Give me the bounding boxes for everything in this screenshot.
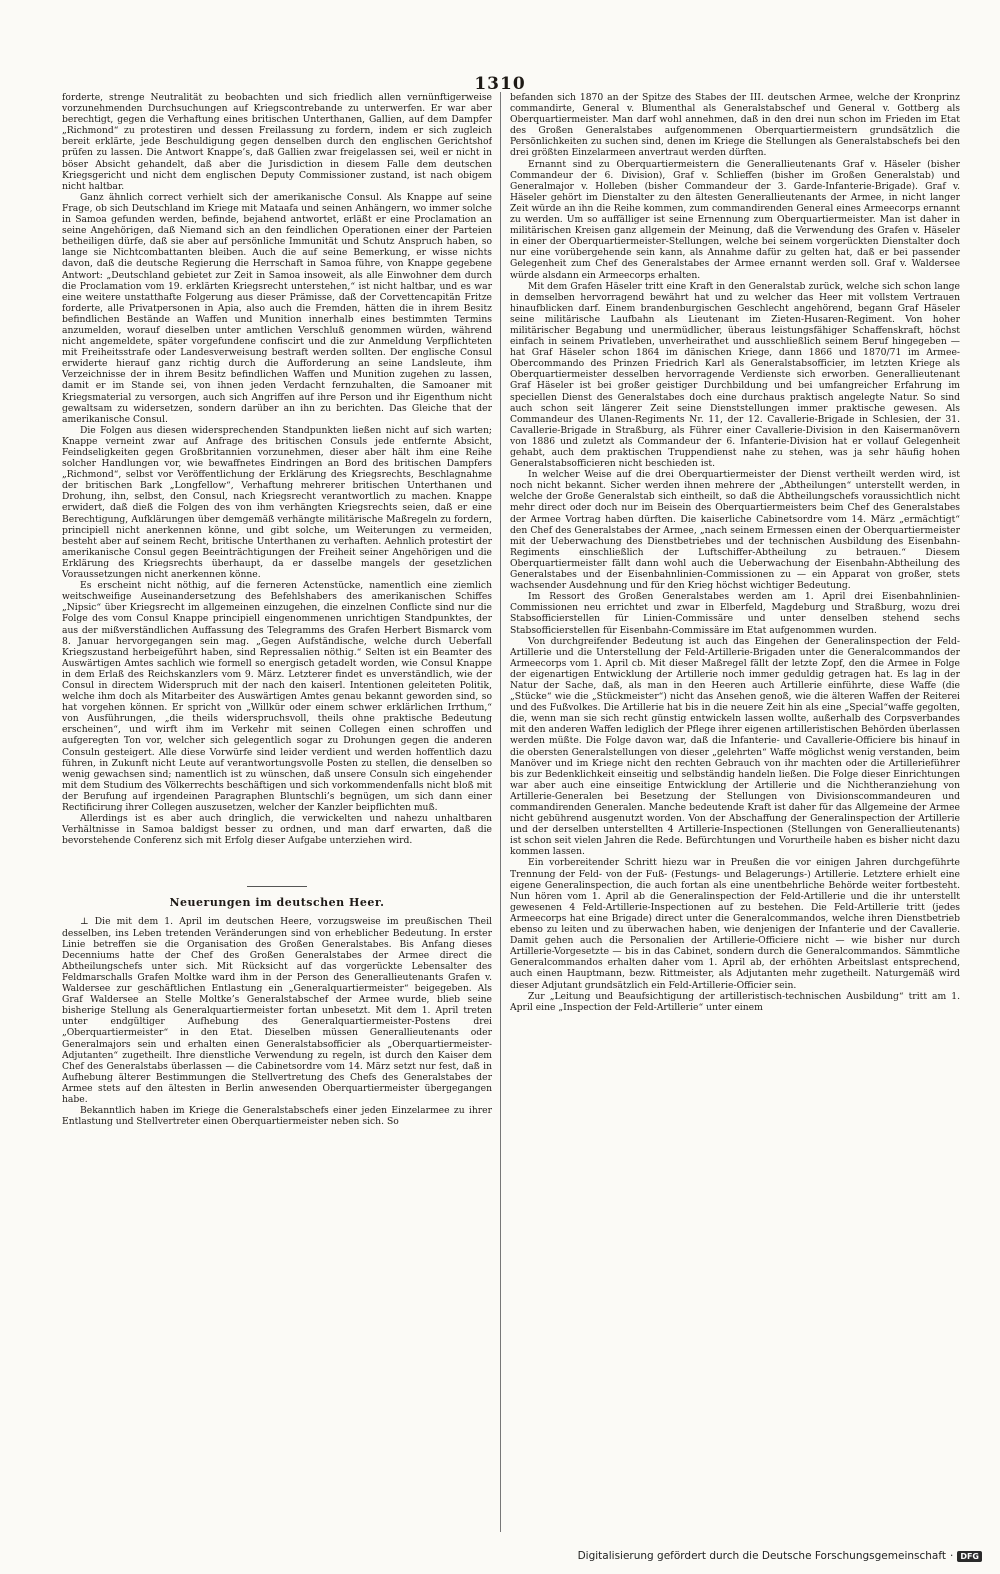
paragraph: Ein vorbereitender Schritt hiezu war in Preußen die vor einigen Jahren durchgeführte Trennung der Feld- von der Fuß- (Festungs- und Belagerungs-) Artillerie. Letztere erhielt eine eigene Generalinspection, die auch fortan als eine unentbehrliche Behörde weiter fortbesteht. Nun hören vom 1. April ab die Generalinspection der Feld-Artillerie und die ihr unterstellt gewesenen 4 Feld-Artillerie-Inspectionen auf zu bestehen. Die Feld-Artillerie tritt (jedes Armeecorps hat eine Brigade) direct unter die Generalcommandos, welche ihren Dienstbetrieb ebenso zu leiten und zu überwachen haben, wie denjenigen der Infanterie und der Cavallerie. Damit gehen auch die Personalien der Artillerie-Officiere nicht — wie bisher nur durch Artillerie-Vorgesetzte — bis in das Cabinet, sondern durch die Generalcommandos. Sämmtliche Generalcommandos erhalten daher vom 1. April ab, der erhöhten Arbeitslast entsprechend, auch einen Hauptmann, bezw. Rittmeister, als Adjutanten mehr zugetheilt. Naturgemäß wird dieser Adjutant grundsätzlich ein Feld-Artillerie-Officier sein.: [510, 857, 960, 991]
paragraph: Allerdings ist es aber auch dringlich, die verwickelten und nahezu unhaltbaren Verhältnisse in Samoa baldigst besser zu ordnen, und man darf erwarten, daß die bevorstehende Conferenz sich mit Erfolg dieser Aufgabe unterziehen wird.: [62, 813, 492, 847]
paragraph: Von durchgreifender Bedeutung ist auch das Eingehen der Generalinspection der Feld-Artillerie und die Unterstellung der Feld-Artillerie-Brigaden unter die Generalcommandos der Armeecorps vom 1. April cb. Mit dieser Maßregel fällt der letzte Zopf, den die Armee in Folge der eigenartigen Entwicklung der Artillerie noch immer geduldig getragen hat. Es lag in der Natur der Sache, daß, als man in den Heeren auch Artillerie einführte, diese Waffe (die „Stücke“ wie die „Stückmeister“) nicht das Ansehen genoß, wie die älteren Waffen der Reiterei und des Fußvolkes. Die Artillerie hat bis in die neuere Zeit hin als eine „Special“waffe gegolten, die, wenn man sie sich recht günstig entwickeln lassen wollte, außerhalb des Corpsverbandes mit den anderen Waffen lediglich der Pflege ihrer eigenen artilleristischen Behörden überlassen werden müßte. Die Folge davon war, daß die Infanterie- und Cavallerie-Officiere bis hinauf in die obersten Generalstellungen von dieser „gelehrten“ Waffe möglichst wenig verstanden, beim Manöver und im Kriege nicht den rechten Gebrauch von ihr machten oder die Artillerieführer bis zur Bedenklichkeit einseitig und selbständig handeln ließen. Die Folge dieser Einrichtungen war aber auch eine einseitige Entwicklung der Artillerie und die Nichtheranziehung von Artillerie-Generalen bei Besetzung der Stellungen von Divisionscommandeuren und commandirenden Generalen. Manche bedeutende Kraft ist daher für das Allgemeine der Armee nicht gebührend ausgenutzt worden. Von der Abschaffung der Generalinspection der Artillerie und der derselben unterstellten 4 Artillerie-Inspectionen (Stellungen von Generallieutenants) ist schon seit vielen Jahren die Rede. Befürchtungen und Vorurtheile haben es bisher nicht dazu kommen lassen.: [510, 635, 960, 858]
section-heading: Neuerungen im deutschen Heer.: [169, 896, 385, 910]
paragraph: Ganz ähnlich correct verhielt sich der amerikanische Consul. Als Knappe auf seine Frage, ob sich Deutschland im Kriege mit Mataafa und seinen Anhängern, wo immer solche in Samoa gefunden werden, befinde, bejahend antwortet, erläßt er eine Proclamation an seine Angehörigen, daß Niemand sich an den feindlichen Operationen einer der Parteien betheiligen dürfe, daß sie aber auf persönliche Immunität und Schutz Anspruch haben, so lange sie Nichtcombattanten bleiben. Auch die auf seine Bemerkung, er wisse nichts davon, daß die deutsche Regierung die Herrschaft in Samoa führe, von Knappe gegebene Antwort: „Deutschland gebietet zur Zeit in Samoa insoweit, als alle Einwohner dem durch die Proclamation vom 19. erklärten Kriegsrecht unterstehen,“ ist nicht haltbar, und es war eine weitere unstatthafte Folgerung aus dieser Prämisse, daß der Corvettencapitän Fritze forderte, alle Privatpersonen in Apia, also auch die Fremden, hätten die in ihrem Besitz befindlichen Bestände an Waffen und Munition innerhalb eines bestimmten Termins anzumelden, worauf dieselben unter amtlichen Verschluß genommen würden, während nicht angemeldete, später vorgefundene confiscirt und die zur Anmeldung Verpflichteten mit Freiheitsstrafe oder Landesverweisung bestraft werden sollten. Der englische Consul erwiderte hierauf ganz richtig durch die Aufforderung an seine Landsleute, ihm Verzeichnisse der in ihrem Besitz befindlichen Waffen und Munition zugehen zu lassen, damit er im Stande sei, von ihnen jeden Verdacht fernzuhalten, die Samoaner mit Kriegsmaterial zu versorgen, auch sich Angriffen auf ihre Person und ihr Eigenthum nicht gewaltsam zu widersetzen, sondern darüber an ihn zu berichten. Das Gleiche that der amerikanische Consul.: [62, 191, 492, 425]
credit-text: Digitalisierung gefördert durch die Deutsche Forschungsgemeinschaft: [577, 1550, 946, 1562]
paragraph: Die Folgen aus diesen widersprechenden Standpunkten ließen nicht auf sich warten; Knappe verneint zwar auf Anfrage des britischen Consuls jede entfernte Absicht, Feindseligkeiten gegen Großbritannien vorzunehmen, dieser aber hält ihm eine Reihe solcher Handlungen vor, wie bewaffnetes Eindringen an Bord des britischen Dampfers „Richmond“, selbst vor Veröffentlichung der Erklärung des Kriegsrechts, Beschlagnahme der britischen Bark „Longfellow“, Verhaftung mehrerer britischen Unterthanen und Drohung, ihn, selbst, den Consul, nach Kriegsrecht verantwortlich zu machen. Knappe erwidert, daß dieß die Folgen des von ihm verhängten Kriegsrechts seien, daß er eine Berechtigung, Aufklärungen über demgemäß verhängte militärische Maßregeln zu fordern, principiell nicht anerkennen könne, und gibt solche, um Weiterungen zu vermeiden, besteht aber auf seinem Recht, britische Unterthanen zu verhaften. Aehnlich protestirt der amerikanische Consul gegen Beeinträchtigungen der Freiheit seiner Angehörigen und die Erklärung des Kriegsrechts überhaupt, da er dasselbe mangels der gesetzlichen Voraussetzungen nicht anerkennen könne.: [62, 424, 492, 581]
digitization-credit: Digitalisierung gefördert durch die Deutsche Forschungsgemeinschaft · DFG: [578, 1550, 982, 1562]
right-column: [510, 92, 960, 1532]
paragraph: Ernannt sind zu Oberquartiermeistern die Generallieutenants Graf v. Häseler (bisher Commandeur der 6. Division), Graf v. Schlieffen (bisher im Großen Generalstab) und Generalmajor v. Holleben (bisher Commandeur der 3. Garde-Infanterie-Brigade). Graf v. Häseler gehört im Dienstalter zu den ältesten Generallieutenants der Armee, in nicht langer Zeit würde an ihn die Reihe kommen, zum commandirenden General eines Armeecorps ernannt zu werden. Um so auffälliger ist seine Ernennung zum Oberquartiermeister. Man ist daher in militärischen Kreisen ganz allgemein der Meinung, daß die Verwendung des Grafen v. Häseler in einer der Oberquartiermeister-Stellungen, welche bei seinem vorgerückten Dienstalter doch nur eine vorübergehende sein kann, als Annahme dafür zu gelten hat, daß er bei passender Gelegenheit zum Chef des Generalstabes der Armee ernannt werden soll. Graf v. Waldersee würde alsdann ein Armeecorps erhalten.: [510, 158, 960, 281]
paragraph: Zur „Leitung und Beaufsichtigung der artilleristisch-technischen Ausbildung“ tritt am 1. April eine „Inspection der Feld-Artillerie“ unter einem: [510, 990, 960, 1013]
dfg-logo-icon: DFG: [957, 1551, 982, 1562]
page-number: 1310: [474, 74, 526, 94]
column-rule: [500, 92, 501, 1532]
paragraph: Mit dem Grafen Häseler tritt eine Kraft in den Generalstab zurück, welche sich schon lange in demselben hervorragend bewährt hat und zu welcher das Heer mit vollstem Vertrauen hinaufblicken darf. Einem brandenburgischen Geschlecht angehörend, begann Graf Häseler seine militärische Laufbahn als Lieutenant im Zieten-Husaren-Regiment. Von hoher militärischer Begabung und unermüdlicher, überaus leistungsfähiger Schaffenskraft, höchst einfach in seinem Privatleben, unverheirathet und ausschließlich seinem Beruf hingegeben — hat Graf Häseler schon 1864 im dänischen Kriege, dann 1866 und 1870/71 im Armee-Obercommando des Prinzen Friedrich Karl als Generalstabsofficier, im letzten Kriege als Oberquartiermeister desselben hervorragende Verdienste sich erworben. Generallieutenant Graf Häseler ist bei großer geistiger Durchbildung und bei umfangreicher Erfahrung im speciellen Dienst des Generalstabes doch eine durchaus praktisch angelegte Natur. So sind auch schon seit längerer Zeit seine Dienststellungen immer praktische gewesen. Als Commandeur des Ulanen-Regiments Nr. 11, der 12. Cavallerie-Brigade in Schlesien, der 31. Cavallerie-Brigade in Straßburg, als Führer einer Cavallerie-Division in den Kaisermanövern von 1886 und zuletzt als Commandeur der 6. Infanterie-Division hat er vollauf Gelegenheit gehabt, auch dem praktischen Truppendienst nahe zu stehen, was ja sehr häufig hohen Generalstabsofficieren nicht beschieden ist.: [510, 280, 960, 470]
paragraph: befanden sich 1870 an der Spitze des Stabes der III. deutschen Armee, welche der Kronprinz commandirte, General v. Blumenthal als Generalstabschef und General v. Gottberg als Oberquartiermeister. Man darf wohl annehmen, daß in den drei nun schon im Frieden im Etat des Großen Generalstabes aufgenommenen Oberquartiermeistern grundsätzlich die Persönlichkeiten zu suchen sind, denen im Kriege die Stellungen als Generalstabschefs bei den drei größten Einzelarmeen anvertraut werden dürften.: [510, 92, 960, 159]
paragraph: Bekanntlich haben im Kriege die Generalstabschefs einer jeden Einzelarmee zu ihrer Entlastung und Stellvertreter einen Oberquartiermeister neben sich. So: [62, 1105, 492, 1128]
section-divider: [247, 886, 307, 887]
paragraph: ⊥ Die mit dem 1. April im deutschen Heere, vorzugsweise im preußischen Theil desselben, ins Leben tretenden Veränderungen sind von erheblicher Bedeutung. In erster Linie betreffen sie die Organisation des Großen Generalstabes. Bis Anfang dieses Decenniums hatte der Chef des Großen Generalstabes der Armee direct die Abtheilungschefs unter sich. Mit Rücksicht auf das vorgerückte Lebensalter des Feldmarschalls Grafen Moltke ward ihm in der Person des Generallieutenants Grafen v. Waldersee zur geschäftlichen Entlastung ein „Generalquartiermeister“ beigegeben. Als Graf Waldersee an Stelle Moltke’s Generalstabschef der Armee wurde, blieb seine bisherige Stellung als Generalquartiermeister fortan unbesetzt. Mit dem 1. April treten unter endgültiger Aufhebung des Generalquartiermeister-Postens drei „Oberquartiermeister“ in den Etat. Dieselben müssen Generallieutenants oder Generalmajors sein und erhalten einen Generalstabsofficier als „Oberquartiermeister-Adjutanten“ zugetheilt. Ihre dienstliche Verwendung zu regeln, ist durch den Kaiser dem Chef des Generalstabs überlassen — die Cabinetsordre vom 14. März setzt nur fest, daß in Aufhebung älterer Bestimmungen die Stellvertretung des Chefs des Generalstabes der Armee stets auf den ältesten in Berlin anwesenden Oberquartiermeister übergegangen habe.: [62, 916, 492, 1105]
paragraph: Im Ressort des Großen Generalstabes werden am 1. April drei Eisenbahnlinien-Commissionen neu errichtet und zwar in Elberfeld, Magdeburg und Straßburg, wozu drei Stabsofficierstellen für Linien-Commissäre und unter denselben stehend sechs Stabsofficierstellen für Eisenbahn-Commissäre im Etat aufgenommen wurden.: [510, 591, 960, 636]
paragraph: In welcher Weise auf die drei Oberquartiermeister der Dienst vertheilt werden wird, ist noch nicht bekannt. Sicher werden ihnen mehrere der „Abtheilungen“ unterstellt werden, in welche der Große Generalstab sich eintheilt, so daß die Abtheilungschefs voraussichtlich nicht mehr direct oder doch nur im Beisein des Oberquartiermeisters beim Chef des Generalstabes der Armee Vortrag haben dürften. Die kaiserliche Cabinetsordre vom 14. März „ermächtigt“ den Chef des Generalstabes der Armee, „nach seinem Ermessen einen der Oberquartiermeister mit der Ueberwachung des Dienstbetriebes und der technischen Ausbildung des Eisenbahn-Regiments einschließlich der Luftschiffer-Abtheilung zu betrauen.“ Diesem Oberquartiermeister fällt dann wohl auch die Ueberwachung der Eisenbahn-Abtheilung des Generalstabes und der Eisenbahnlinien-Commissionen zu — ein Apparat von großer, stets wachsender Ausdehnung und für den Krieg höchst wichtiger Bedeutung.: [510, 469, 960, 592]
paragraph: Es erscheint nicht nöthig, auf die ferneren Actenstücke, namentlich eine ziemlich weitschweifige Auseinandersetzung des Befehlshabers des amerikanischen Schiffes „Nipsic“ über Kriegsrecht im allgemeinen einzugehen, die einzelnen Conflicte sind nur die Folge des vom Consul Knappe principiell eingenommenen unrichtigen Standpunktes, der aus der mißverständlichen Auffassung des Telegramms des Grafen Herbert Bismarck vom 8. Januar hervorgegangen sein mag. „Gegen Aufständische, welche durch Ueberfall Kriegszustand herbeigeführt haben, sind Repressalien nöthig.“ Selten ist ein Beamter des Auswärtigen Amtes sachlich wie formell so energisch getadelt worden, wie Consul Knappe in dem Erlaß des Reichskanzlers vom 9. März. Letzterer findet es unverständlich, wie der Consul in directem Widerspruch mit der nach den kaiserl. Intentionen geleiteten Politik, welche ihm doch als Mitarbeiter des Auswärtigen Amtes genau bekannt geworden sind, so hat vorgehen können. Er spricht von „Willkür oder einem schwer erklärlichen Irrthum,“ von Ausführungen, „die theils widerspruchsvoll, theils ohne praktische Bedeutung erscheinen“, und wirft ihm im Verkehr mit seinen Collegen einen schroffen und aufgeregten Ton vor, welcher sich gelegentlich sogar zu Drohungen gegen die anderen Consuln gesteigert. Alle diese Vorwürfe sind leider verdient und werden hoffentlich dazu führen, in Zukunft nicht Leute auf verantwortungsvolle Posten zu stellen, die denselben so wenig gewachsen sind; namentlich ist zu wünschen, daß unsere Consuln sich eingehender mit dem Studium des Völkerrechts beschäftigen und sich vorkommendenfalls nicht bloß mit der Berufung auf irgendeinen Paragraphen Bluntschli’s begnügen, um sich dann einer Rectificirung ihrer Collegen auszusetzen, welcher der Kanzler beipflichten muß.: [62, 580, 492, 813]
paragraph: forderte, strenge Neutralität zu beobachten und sich friedlich allen vernünftigerweise vorzunehmenden Durchsuchungen auf Kriegscontrebande zu unterwerfen. Er war aber berechtigt, gegen die Verhaftung eines britischen Unterthanen, Gallien, auf dem Dampfer „Richmond“ zu protestiren und dessen Freilassung zu fordern, indem er sich zugleich bereit erklärte, jede Beschuldigung gegen denselben durch den englischen Gerichtshof prüfen zu lassen. Die Antwort Knappe’s, daß Gallien zwar freigelassen sei, weil er nicht in böser Absicht gehandelt, daß aber die Jurisdiction in diesem Falle dem deutschen Kriegsgericht und nicht dem englischen Deputy Commissioner zustand, ist nach obigem nicht haltbar.: [62, 92, 492, 192]
left-column: [62, 92, 492, 1532]
